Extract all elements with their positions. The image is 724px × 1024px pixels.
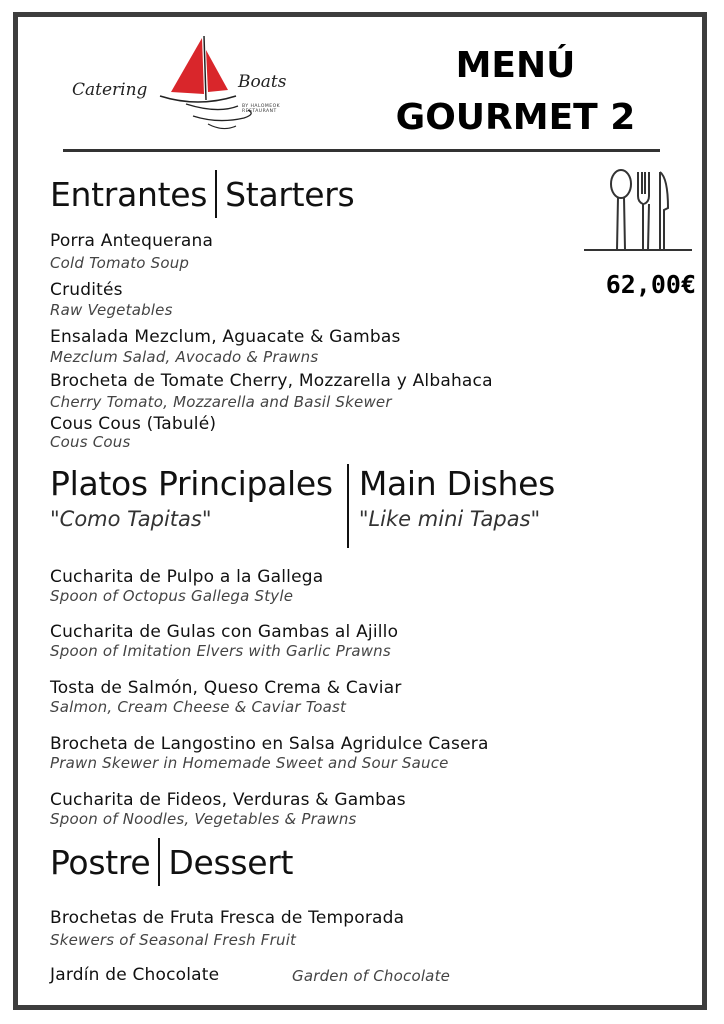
logo-word-boats: Boats (238, 72, 287, 92)
starter-item-en: Mezclum Salad, Avocado & Prawns (50, 348, 319, 366)
mains-subheading-en: "Like mini Tapas" (358, 507, 541, 531)
main-item-es: Cucharita de Pulpo a la Gallega (50, 567, 324, 587)
main-item-es: Cucharita de Fideos, Verduras & Gambas (50, 790, 406, 810)
main-item-es: Brocheta de Langostino en Salsa Agridulce Casera (50, 734, 489, 754)
mains-heading (50, 464, 555, 548)
starters-heading (50, 170, 354, 218)
mains-heading-es: Platos Principales (50, 464, 333, 503)
main-item-en: Prawn Skewer in Homemade Sweet and Sour Sauce (50, 754, 449, 772)
starter-item-es: Crudités (50, 280, 123, 300)
starter-item-es: Brocheta de Tomate Cherry, Mozzarella y Albahaca (50, 371, 493, 391)
main-item-en: Salmon, Cream Cheese & Caviar Toast (50, 698, 347, 716)
starters-heading-es: Entrantes (50, 174, 208, 214)
main-item-es: Tosta de Salmón, Queso Crema & Caviar (50, 678, 402, 698)
main-item-en: Spoon of Octopus Gallega Style (50, 587, 294, 605)
dessert-item-es: Jardín de Chocolate (50, 965, 220, 985)
header-divider (63, 149, 660, 152)
dessert-heading-es: Postre (50, 842, 151, 882)
heading-separator (215, 170, 217, 218)
starters-heading-en: Starters (225, 174, 355, 214)
menu-title-line2: GOURMET 2 (395, 97, 636, 138)
menu-title-line1: MENÚ (455, 45, 576, 86)
catering-boats-logo (68, 34, 313, 139)
menu-title (378, 40, 653, 144)
heading-separator (158, 838, 160, 886)
dessert-item-en: Garden of Chocolate (292, 967, 451, 985)
cutlery-icon (580, 168, 696, 258)
dessert-item-es: Brochetas de Fruta Fresca de Temporada (50, 908, 405, 928)
starter-item-en: Cold Tomato Soup (50, 254, 190, 272)
main-item-en: Spoon of Noodles, Vegetables & Prawns (50, 810, 357, 828)
dessert-heading (50, 838, 293, 886)
starter-item-es: Ensalada Mezclum, Aguacate & Gambas (50, 327, 401, 347)
starter-item-en: Cous Cous (50, 433, 131, 451)
mains-heading-en: Main Dishes (358, 464, 555, 503)
dessert-item-en: Skewers of Seasonal Fresh Fruit (50, 931, 297, 949)
starter-item-en: Cherry Tomato, Mozzarella and Basil Skewer (50, 393, 392, 411)
starter-item-en: Raw Vegetables (50, 301, 173, 319)
main-item-en: Spoon of Imitation Elvers with Garlic Prawns (50, 642, 391, 660)
heading-separator (347, 464, 349, 548)
main-item-es: Cucharita de Gulas con Gambas al Ajillo (50, 622, 399, 642)
mains-subheading-es: "Como Tapitas" (50, 507, 212, 531)
starter-item-es: Porra Antequerana (50, 231, 214, 251)
starter-item-es: Cous Cous (Tabulé) (50, 414, 217, 434)
logo-tagline: BY HALOMEOK RESTAURANT (242, 104, 281, 114)
dessert-heading-en: Dessert (168, 842, 294, 882)
menu-price: 62,00€ (605, 270, 696, 299)
logo-word-catering: Catering (72, 80, 148, 100)
